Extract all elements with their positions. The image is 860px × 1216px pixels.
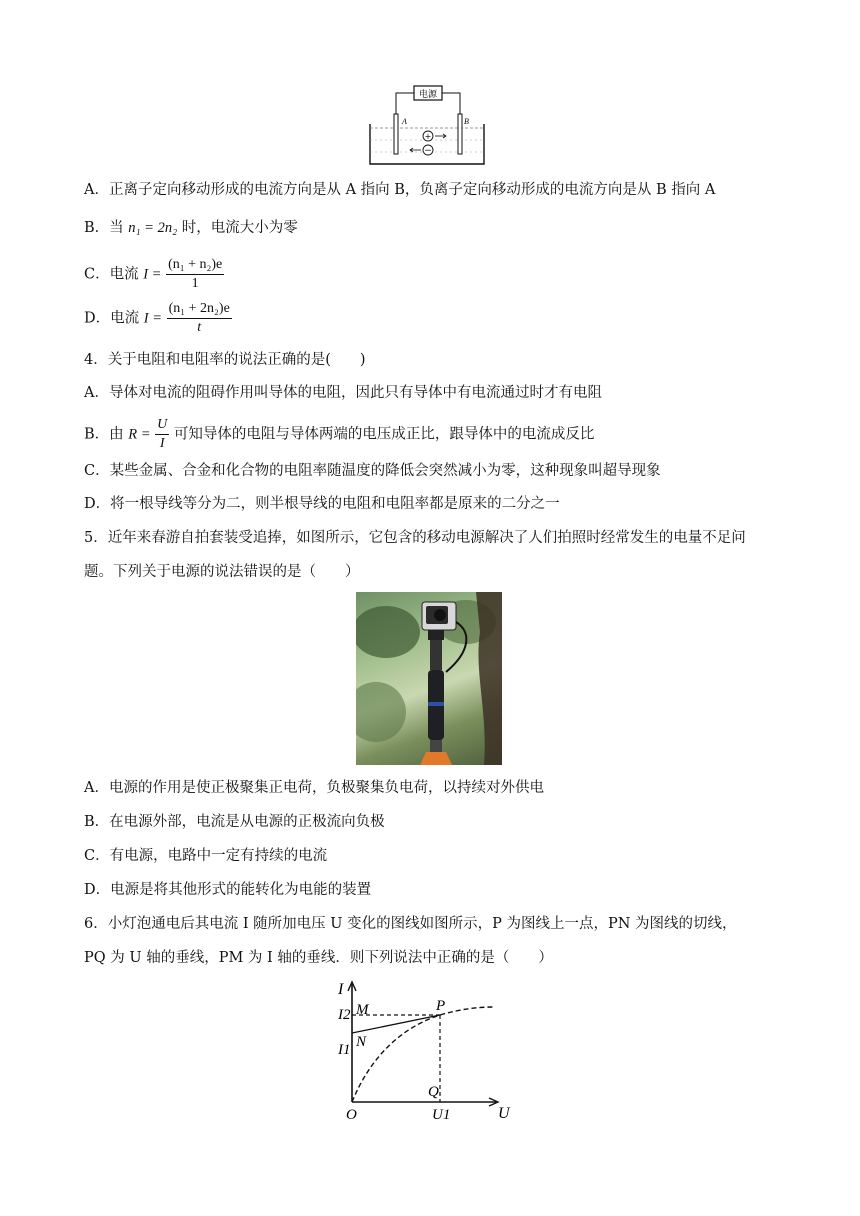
- q3-option-c-fraction: $\frac{\text{(n₁ + n₂)e}}{1}$: [168, 257, 223, 291]
- q5-option-d: D．电源是将其他形式的能转化为电能的装置: [84, 882, 372, 898]
- q6-stem-line1: 6．小灯泡通电后其电流 I 随所加电压 U 变化的图线如图所示，P 为图线上一点，PN 为图线的切线，: [84, 916, 737, 932]
- q3-option-d: D．电流 I = $\frac{\text{(n₁ + 2n₂)e}}{t}$: [84, 301, 230, 335]
- q4-option-d: D．将一根导线等分为二，则半根导线的电阻和电阻率都是原来的二分之一: [84, 496, 560, 512]
- q5-stem-line1: 5．近年来春游自拍套装受追捧，如图所示，它包含的移动电源解决了人们拍照时经常发生的电量不足问: [84, 530, 746, 546]
- point-m-label: M: [356, 1002, 369, 1018]
- container: [370, 124, 484, 164]
- axis-i-label: I: [338, 981, 344, 998]
- q3-option-d-fraction: $\frac{\text{(n₁ + 2n₂)e}}{t}$: [168, 301, 230, 335]
- u1-label: U1: [432, 1107, 451, 1123]
- q3-option-b: B．当 n₁ = 2n₂ 时，电流大小为零: [84, 220, 298, 236]
- label-a: A: [402, 117, 407, 126]
- q3-option-a: A．正离子定向移动形成的电流方向是从 A 指向 B，负离子定向移动形成的电流方向是从 B 指向 A: [84, 182, 716, 198]
- q6-stem-line2: PQ 为 U 轴的垂线，PM 为 I 轴的垂线．则下列说法中正确的是（ ）: [84, 950, 553, 966]
- q5-option-a: A．电源的作用是使正极聚集正电荷，负极聚集负电荷，以持续对外供电: [84, 780, 544, 796]
- q4-option-b-fraction: $\frac{U}{I}$: [157, 417, 168, 451]
- selfie-power-bank-photo: [356, 592, 502, 765]
- iu-graph: [330, 978, 530, 1124]
- selfie-stick-illustration: [356, 592, 502, 765]
- point-q-label: Q: [428, 1084, 439, 1100]
- q4-stem: 4．关于电阻和电阻率的说法正确的是( ): [84, 352, 366, 368]
- electrolyte-cell-figure: [362, 84, 490, 168]
- wire-left: [396, 93, 414, 114]
- iu-curve: [352, 1007, 494, 1102]
- electrode-a: [394, 114, 398, 154]
- point-n-label: N: [356, 1034, 367, 1050]
- q5-option-b: B．在电源外部，电流是从电源的正极流向负极: [84, 814, 385, 830]
- q3-option-c: C．电流 I = $\frac{\text{(n₁ + n₂)e}}{1}$: [84, 257, 223, 291]
- q5-stem-line2: 题。下列关于电源的说法错误的是（ ）: [84, 564, 360, 580]
- point-p-label: P: [436, 998, 446, 1014]
- svg-text:−: −: [424, 146, 432, 156]
- origin-label: O: [346, 1107, 357, 1123]
- q5-option-c: C．有电源，电路中一定有持续的电流: [84, 848, 328, 864]
- i2-label: I2: [338, 1007, 351, 1023]
- i1-label: I1: [338, 1042, 351, 1058]
- svg-text:+: +: [424, 132, 432, 141]
- label-b: B: [464, 117, 469, 126]
- electrode-b: [458, 114, 462, 154]
- q3-option-b-math: n₁ = 2n₂: [128, 220, 178, 236]
- q4-option-c: C．某些金属、合金和化合物的电阻率随温度的降低会突然减小为零，这种现象叫超导现象: [84, 463, 661, 479]
- q4-option-b: B．由 R = $\frac{U}{I}$ 可知导体的电阻与导体两端的电压成正比，跟导体中的电流成反比: [84, 417, 595, 451]
- axis-u-label: U: [498, 1105, 510, 1122]
- wire-right: [442, 93, 460, 114]
- q4-option-a: A．导体对电流的阻碍作用叫导体的电阻，因此只有导体中有电流通过时才有电阻: [84, 385, 602, 401]
- power-source-label: 电源: [418, 90, 438, 100]
